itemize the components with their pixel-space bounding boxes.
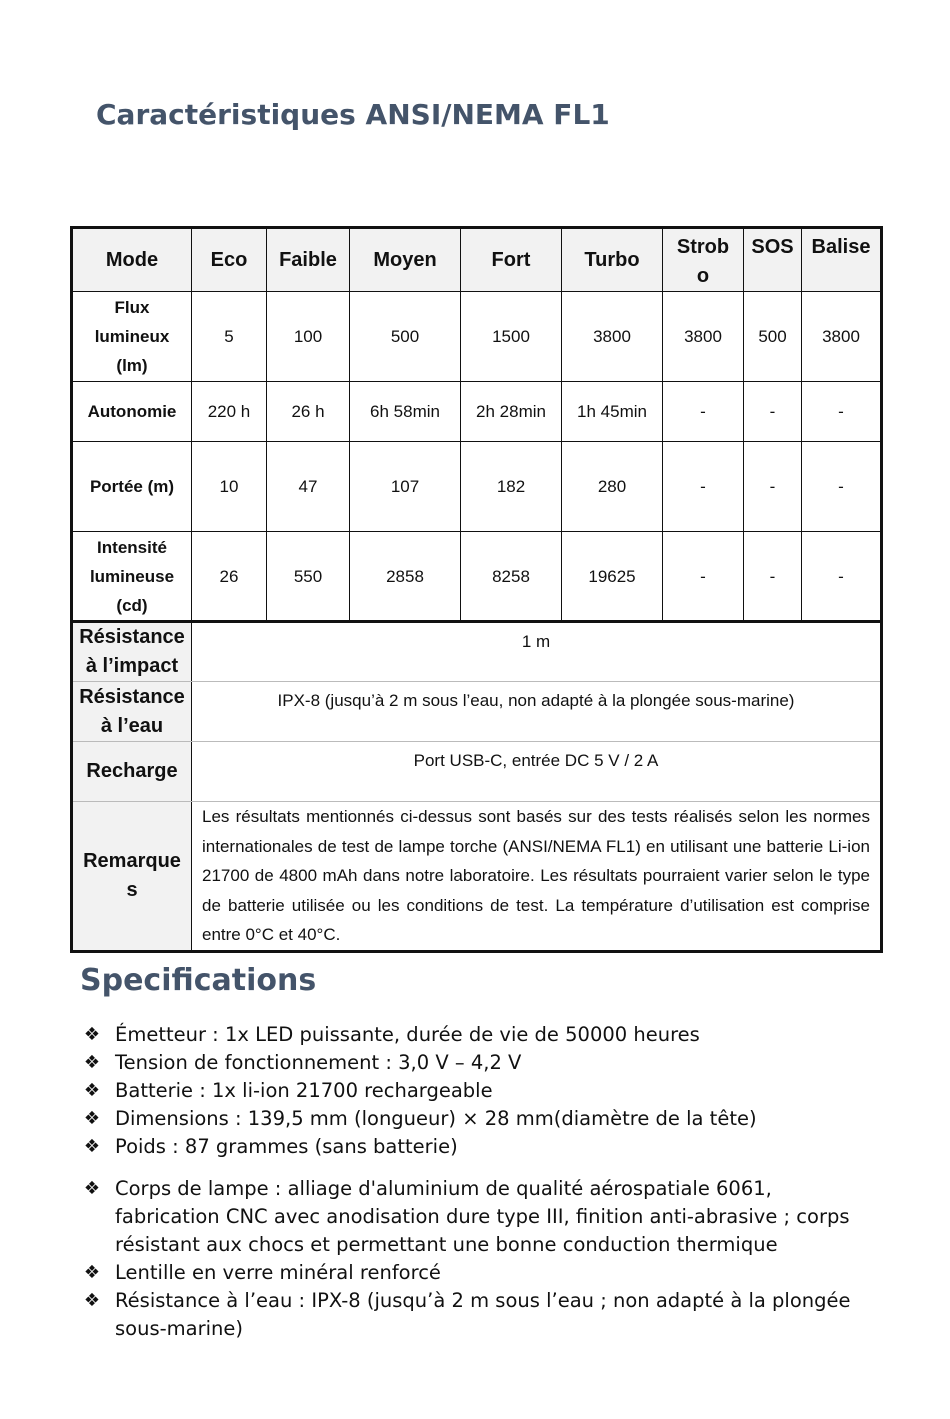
performance-table <box>70 226 883 953</box>
row-label-eau: Résistance à l’eau <box>72 682 192 742</box>
list-item: ❖ Lentille en verre minéral renforcé <box>80 1259 880 1287</box>
diamond-bullet-icon: ❖ <box>83 1080 101 1101</box>
table-cell: 26 h <box>267 382 350 442</box>
header-sos: SOS <box>744 228 802 292</box>
row-label-remarques: Remarque s <box>72 802 192 952</box>
list-item: ❖ Résistance à l’eau : IPX-8 (jusqu’à 2 m sous l’eau ; non adapté à la plongée sous-marine) <box>80 1287 880 1343</box>
header-balise: Balise <box>802 228 882 292</box>
row-label-autonomie: Autonomie <box>72 382 192 442</box>
table-cell: - <box>802 442 882 532</box>
header-faible: Faible <box>267 228 350 292</box>
table-row-flux <box>72 292 882 382</box>
table-cell: 3800 <box>802 292 882 382</box>
table-cell: 19625 <box>562 532 663 622</box>
table-cell: - <box>663 532 744 622</box>
specifications-list <box>80 1021 880 1343</box>
header-moyen: Moyen <box>350 228 461 292</box>
impact-value: 1 m <box>192 622 882 682</box>
table-cell: 182 <box>461 442 562 532</box>
table-row-autonomie <box>72 382 882 442</box>
row-label-flux: Flux lumineux (lm) <box>72 292 192 382</box>
row-label-recharge: Recharge <box>72 742 192 802</box>
header-turbo: Turbo <box>562 228 663 292</box>
diamond-bullet-icon: ❖ <box>83 1178 101 1199</box>
header-fort: Fort <box>461 228 562 292</box>
table-cell: 2h 28min <box>461 382 562 442</box>
table-row-eau <box>72 682 882 742</box>
table-cell: 220 h <box>192 382 267 442</box>
table-cell: 6h 58min <box>350 382 461 442</box>
table-cell: - <box>663 442 744 532</box>
table-row-recharge <box>72 742 882 802</box>
table-row-intensite <box>72 532 882 622</box>
list-item: ❖ Tension de fonctionnement : 3,0 V – 4,2 V <box>80 1049 880 1077</box>
table-cell: 500 <box>350 292 461 382</box>
table-cell: 1h 45min <box>562 382 663 442</box>
row-label-impact: Résistance à l’impact <box>72 622 192 682</box>
diamond-bullet-icon: ❖ <box>83 1262 101 1283</box>
table-cell: 47 <box>267 442 350 532</box>
table-cell: 100 <box>267 292 350 382</box>
ansi-heading: Caractéristiques ANSI/NEMA FL1 <box>96 98 610 131</box>
table-cell: - <box>802 532 882 622</box>
table-cell: 8258 <box>461 532 562 622</box>
table-cell: - <box>663 382 744 442</box>
table-cell: 10 <box>192 442 267 532</box>
table-cell: 1500 <box>461 292 562 382</box>
table-cell: - <box>802 382 882 442</box>
table-cell: 3800 <box>663 292 744 382</box>
diamond-bullet-icon: ❖ <box>83 1136 101 1157</box>
list-item: ❖ Corps de lampe : alliage d'aluminium de qualité aérospatiale 6061, fabrication CNC avec anodisation dure type III, finition anti-abrasive ; corps résistant aux chocs et permettant une bonne conduction thermique <box>80 1175 880 1259</box>
table-cell: 107 <box>350 442 461 532</box>
table-cell: 5 <box>192 292 267 382</box>
list-item: ❖ Émetteur : 1x LED puissante, durée de vie de 50000 heures <box>80 1021 880 1049</box>
table-cell: 2858 <box>350 532 461 622</box>
diamond-bullet-icon: ❖ <box>83 1108 101 1129</box>
table-cell: 26 <box>192 532 267 622</box>
table-row-impact <box>72 622 882 682</box>
recharge-value: Port USB-C, entrée DC 5 V / 2 A <box>192 742 882 802</box>
specifications-heading: Specifications <box>80 963 317 998</box>
table-row-remarques <box>72 802 882 952</box>
list-item: ❖ Dimensions : 139,5 mm (longueur) × 28 mm(diamètre de la tête) <box>80 1105 880 1133</box>
list-item: ❖ Poids : 87 grammes (sans batterie) <box>80 1133 880 1161</box>
row-label-intensite: Intensité lumineuse (cd) <box>72 532 192 622</box>
header-mode: Mode <box>72 228 192 292</box>
table-cell: 550 <box>267 532 350 622</box>
remarques-text: Les résultats mentionnés ci-dessus sont basés sur des tests réalisés selon les normes internationales de test de lampe torche (ANSI/NEMA FL1) en utilisant une batterie Li-ion 21700 de 4800 mAh dans notre laboratoire. Les résultats pourraient varier selon le type de batterie utilisée ou les conditions de test. La température d’utilisation est comprise entre 0°C et 40°C. <box>192 802 882 952</box>
diamond-bullet-icon: ❖ <box>83 1052 101 1073</box>
diamond-bullet-icon: ❖ <box>83 1290 101 1311</box>
table-cell: 500 <box>744 292 802 382</box>
table-header-row <box>72 228 882 292</box>
table-cell: - <box>744 382 802 442</box>
row-label-portee: Portée (m) <box>72 442 192 532</box>
table-cell: 3800 <box>562 292 663 382</box>
diamond-bullet-icon: ❖ <box>83 1024 101 1045</box>
header-strobo: Strob o <box>663 228 744 292</box>
header-eco: Eco <box>192 228 267 292</box>
table-cell: 280 <box>562 442 663 532</box>
list-item: ❖ Batterie : 1x li-ion 21700 rechargeable <box>80 1077 880 1105</box>
table-row-portee <box>72 442 882 532</box>
table-cell: - <box>744 532 802 622</box>
table-cell: - <box>744 442 802 532</box>
eau-value: IPX-8 (jusqu’à 2 m sous l’eau, non adapté à la plongée sous-marine) <box>192 682 882 742</box>
